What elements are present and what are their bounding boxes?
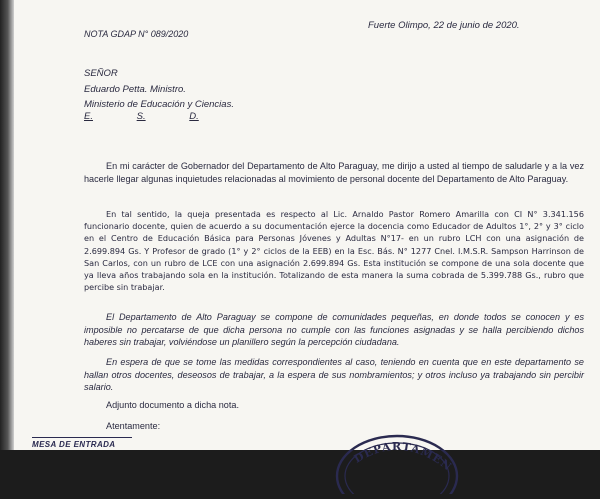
recipient-ministry: Ministerio de Educación y Ciencias.	[84, 99, 234, 110]
paragraph-complaint-text: En tal sentido, la queja presentada es respecto al Lic. Arnaldo Pastor Romero Amarilla con CI N° 3.341.156 funcionario docente, quien de acuerdo a su documentación ejerce la docencia como Educador de Adultos 1°, 2° y 3° ciclo en el Centro de Educación Básica para Personas Jóvenes y Adultas N°17- en un rubro LCH con una asignación de 2.699.894 Gs. Y Profesor de grado (1° y 2° ciclos de la EEB) en la Esc. Bás. N° 1277 Cnel. I.M.S.R. Sampson Harrinson de San Carlos, con un rubro de LCE con una asignación 2.699.894 Gs. Esta institución se compone de una sola docente que ya lleva años trabajando sola en la institución. Totalizando de esta manera la suma cobrada de 5.399.788 Gs., rubro que percibe sin trabajar.	[84, 209, 584, 293]
recipient-name: Eduardo Petta. Ministro.	[84, 84, 186, 95]
closing: Atentamente:	[106, 421, 161, 431]
letter-reference: NOTA GDAP N° 089/2020	[84, 29, 189, 39]
stamp-left-line	[32, 437, 132, 438]
svg-text:DEPARTAMENTO	[332, 424, 454, 474]
attachment-note: Adjunto documento a dicha nota.	[106, 400, 239, 410]
esd-abbreviation	[84, 111, 209, 122]
paragraph-community	[84, 311, 584, 349]
letter-date: Fuerte Olimpo, 22 de junio de 2020.	[368, 20, 520, 31]
department-seal	[332, 424, 462, 494]
paragraph-request	[84, 356, 584, 394]
paragraph-intro-text: En mi carácter de Gobernador del Departamento de Alto Paraguay, me dirijo a usted al tiempo de saludarle y a la vez hacerle llegar algunas inquietudes relacionadas al movimiento de personal docente del Departamento de Alto Paraguay.	[84, 161, 584, 184]
scan-edge-shadow	[0, 0, 14, 450]
salutation: SEÑOR	[84, 68, 118, 79]
seal-graphic	[332, 424, 462, 494]
esd-s: S.	[136, 111, 146, 122]
esd-e: E.	[84, 111, 93, 122]
paragraph-intro	[84, 160, 584, 185]
paragraph-community-text: El Departamento de Alto Paraguay se compone de comunidades pequeñas, en donde todos se conocen y es imposible no percatarse de que dicha persona no cumple con las funciones asignadas y se halla percibiendo dichos haberes sin trabajar, volviéndose un planillero según la percepción ciudadana.	[84, 312, 584, 348]
stamp-left-text: MESA DE ENTRADA	[32, 440, 116, 449]
esd-d: D.	[189, 111, 199, 122]
seal-text: DEPARTAMEN	[351, 439, 455, 474]
paragraph-request-text: En espera de que se tome las medidas correspondientes al caso, teniendo en cuenta que en este departamento se hallan otros docentes, deseosos de trabajar, a la espera de sus nombramientos; y otros incluso ya trabajando sin percibir salario.	[84, 357, 584, 393]
letter-page	[14, 0, 600, 474]
paragraph-complaint	[84, 208, 584, 293]
